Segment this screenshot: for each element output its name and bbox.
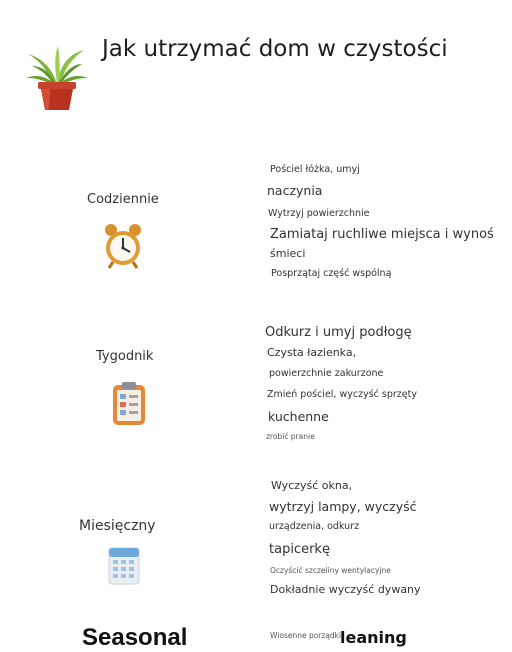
task-monthly-2: wytrzyj lampy, wyczyść xyxy=(269,499,417,514)
task-weekly-6: zrobić pranie xyxy=(266,432,315,441)
potted-plant-icon xyxy=(24,44,90,112)
section-label-seasonal: Seasonal xyxy=(82,624,188,651)
section-label-monthly: Miesięczny xyxy=(79,518,156,534)
calendar-icon xyxy=(108,546,140,586)
section-label-daily: Codziennie xyxy=(87,192,159,207)
task-weekly-1: Odkurz i umyj podłogę xyxy=(265,325,412,340)
clipboard-icon xyxy=(111,381,147,427)
page-title: Jak utrzymać dom w czystości xyxy=(102,36,448,62)
task-daily-2: naczynia xyxy=(267,183,323,198)
task-weekly-5: kuchenne xyxy=(268,409,329,424)
task-monthly-3: urządzenia, odkurz xyxy=(269,521,360,532)
task-daily-6: Posprzątaj część wspólną xyxy=(271,268,392,279)
task-daily-5: śmieci xyxy=(270,247,306,260)
task-weekly-4: Zmień pościel, wyczyść sprzęty xyxy=(267,389,417,400)
task-daily-3: Wytrzyj powierzchnie xyxy=(268,208,370,219)
task-weekly-2: Czysta łazienka, xyxy=(267,346,357,359)
task-daily-1: Pościel łóżka, umyj xyxy=(270,164,360,175)
task-weekly-3: powierzchnie zakurzone xyxy=(269,368,384,379)
section-label-weekly: Tygodnik xyxy=(96,349,154,364)
task-monthly-6: Dokładnie wyczyść dywany xyxy=(270,583,421,596)
task-monthly-5: Oczyścić szczeliny wentylacyjne xyxy=(270,566,391,575)
task-monthly-1: Wyczyść okna, xyxy=(271,479,353,492)
task-seasonal-2: leaning xyxy=(340,628,407,647)
task-seasonal-1: Wiosenne porządki xyxy=(270,631,342,640)
task-daily-4: Zamiataj ruchliwe miejsca i wynoś xyxy=(270,227,494,242)
task-monthly-4: tapicerkę xyxy=(269,542,330,557)
alarm-clock-icon xyxy=(103,222,143,270)
